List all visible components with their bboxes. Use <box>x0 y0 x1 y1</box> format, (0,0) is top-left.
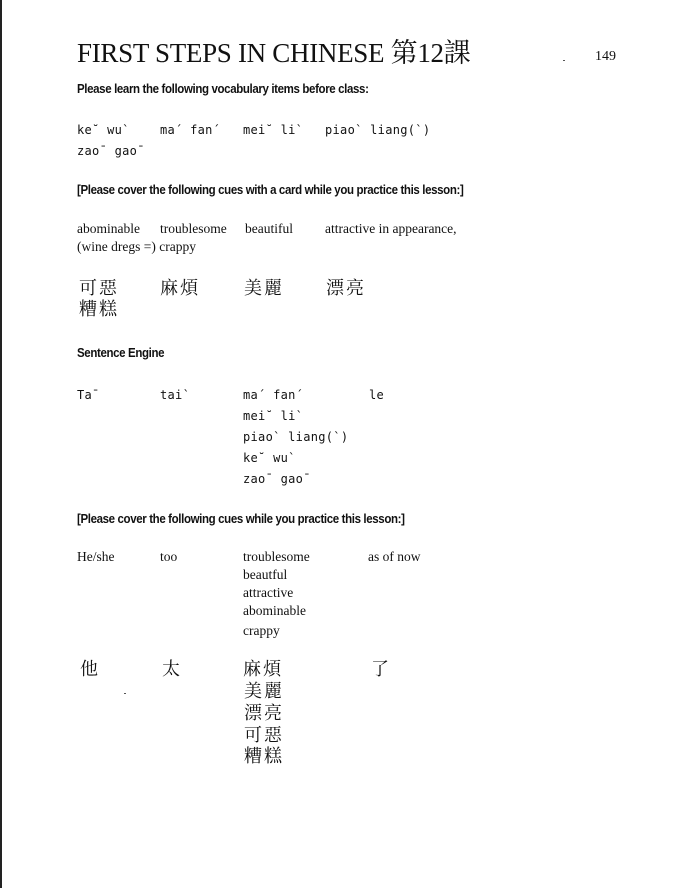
cue-adjective: beautful <box>243 567 288 582</box>
english-gloss: beautiful <box>245 221 293 236</box>
engine-adjective: mei˘ li` <box>243 409 304 423</box>
engine-subject: Ta¯ <box>77 388 100 402</box>
hanzi-vocab: 美麗 <box>244 278 284 299</box>
scan-speck <box>563 60 565 61</box>
engine-adjective: piao` liang(`) <box>243 430 349 444</box>
cue-particle: as of now <box>368 549 421 564</box>
hanzi-adjective: 麻煩 <box>243 659 283 680</box>
hanzi-vocab: 可惡 <box>79 278 119 299</box>
vocab-pinyin-item: zao¯ gao¯ <box>77 144 145 158</box>
vocab-pinyin-item: mei˘ li` <box>243 123 304 137</box>
hanzi-adjective: 漂亮 <box>244 703 284 724</box>
hanzi-vocab: 漂亮 <box>326 278 366 299</box>
scan-speck <box>124 693 126 694</box>
cue-adjective: troublesome <box>243 549 310 564</box>
english-gloss: abominable <box>77 221 140 236</box>
cues-heading: [Please cover the following cues while you practice this lesson:] <box>77 512 405 526</box>
english-gloss: attractive in appearance, <box>325 221 457 236</box>
engine-adverb: tai` <box>160 388 191 402</box>
hanzi-adjective: 美麗 <box>244 681 284 702</box>
hanzi-adjective: 糟糕 <box>244 746 284 767</box>
engine-adjective: ke˘ wu` <box>243 451 296 465</box>
engine-particle: le <box>369 388 385 402</box>
vocab-pinyin-item: ke˘ wu` <box>77 123 130 137</box>
cue-adjective: crappy <box>243 623 280 638</box>
hanzi-subject: 他 <box>80 659 100 680</box>
cue-adjective: abominable <box>243 603 306 618</box>
hanzi-particle: 了 <box>371 659 391 680</box>
engine-adjective: ma´ fan´ <box>243 388 304 402</box>
hanzi-adverb: 太 <box>162 659 182 680</box>
page-title: FIRST STEPS IN CHINESE 第12課 <box>77 38 471 68</box>
cue-adverb: too <box>160 549 178 564</box>
vocab-pinyin-item: ma´ fan´ <box>160 123 221 137</box>
page-edge-rule <box>0 0 2 888</box>
english-gloss: troublesome <box>160 221 227 236</box>
cover-card-heading: [Please cover the following cues with a card while you practice this lesson:] <box>77 183 464 197</box>
cue-subject: He/she <box>77 549 115 564</box>
hanzi-adjective: 可惡 <box>244 725 284 746</box>
page-number: 149 <box>595 49 616 64</box>
hanzi-vocab: 麻煩 <box>160 278 200 299</box>
engine-adjective: zao¯ gao¯ <box>243 472 311 486</box>
sentence-engine-heading: Sentence Engine <box>77 346 165 360</box>
cue-adjective: attractive <box>243 585 294 600</box>
vocab-heading: Please learn the following vocabulary items before class: <box>77 82 369 96</box>
hanzi-vocab: 糟糕 <box>79 299 119 320</box>
english-gloss: (wine dregs =) crappy <box>77 239 196 254</box>
vocab-pinyin-item: piao` liang(`) <box>325 123 431 137</box>
